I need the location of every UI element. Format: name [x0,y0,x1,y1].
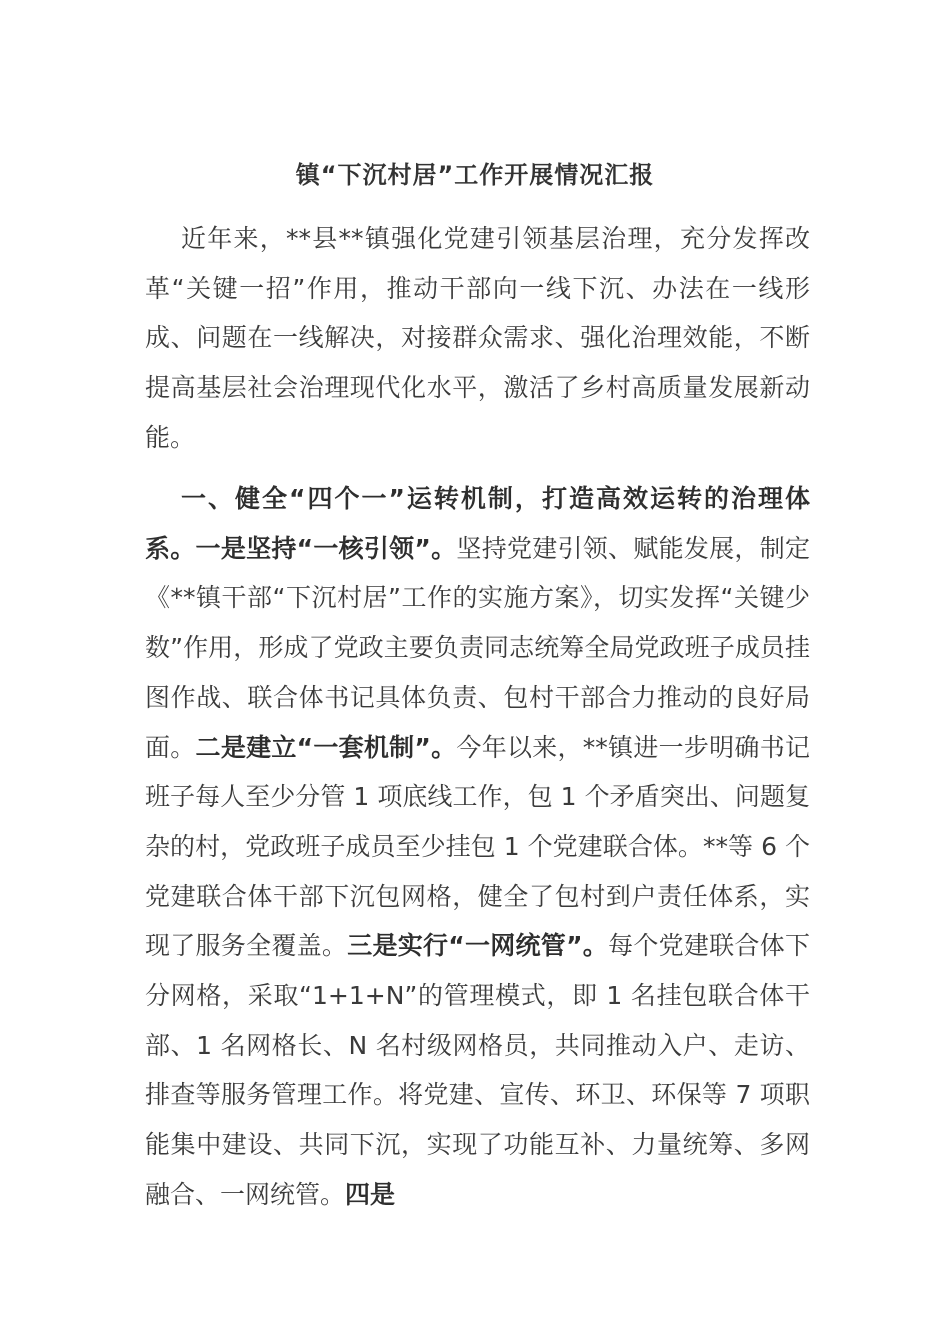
item-one-text: 坚持党建引领、赋能发展，制定《**镇干部“下沉村居”工作的实施方案》，切实发挥“关键少数”作用，形成了党政主要负责同志统筹全局党政班子成员挂图作战、联合体书记具体负责、包村干部合力推动的良好局面。 [145,533,810,762]
item-two-text: 今年以来，**镇进一步明确书记班子每人至少分管 1 项底线工作，包 1 个矛盾突出、问题复杂的村，党政班子成员至少挂包 1 个党建联合体。**等 6 个党建联合体干部下沉包网格，健全了包村到户责任体系，实现了服务全覆盖。 [145,732,810,961]
item-two-label: 二是建立“一套机制”。 [195,732,457,762]
section-one-heading: 一、健全“四个一”运转机制，打造高效运转的治理体系。 [145,484,810,563]
item-one-label: 一是坚持“一核引领”。 [195,533,457,563]
item-four-label: 四是 [345,1179,396,1209]
section-one-paragraph [145,474,810,1220]
item-three-text: 每个党建联合体下分网格，采取“1+1+N”的管理模式，即 1 名挂包联合体干部、1 名网格长、N 名村级网格员，共同推动入户、走访、排查等服务管理工作。将党建、宣传、环卫、环保等 7 项职能集中建设、共同下沉，实现了功能互补、力量统筹、多网融合、一网统管。 [145,931,810,1209]
document-title: 镇“下沉村居”工作开展情况汇报 [295,161,655,189]
intro-paragraph: 近年来，**县**镇强化党建引领基层治理，充分发挥改革“关键一招”作用，推动干部向一线下沉、办法在一线形成、问题在一线解决，对接群众需求、强化治理效能，不断提高基层社会治理现代化水平，激活了乡村高质量发展新动能。 [145,224,810,452]
item-three-label: 三是实行“一网统管”。 [347,931,609,961]
